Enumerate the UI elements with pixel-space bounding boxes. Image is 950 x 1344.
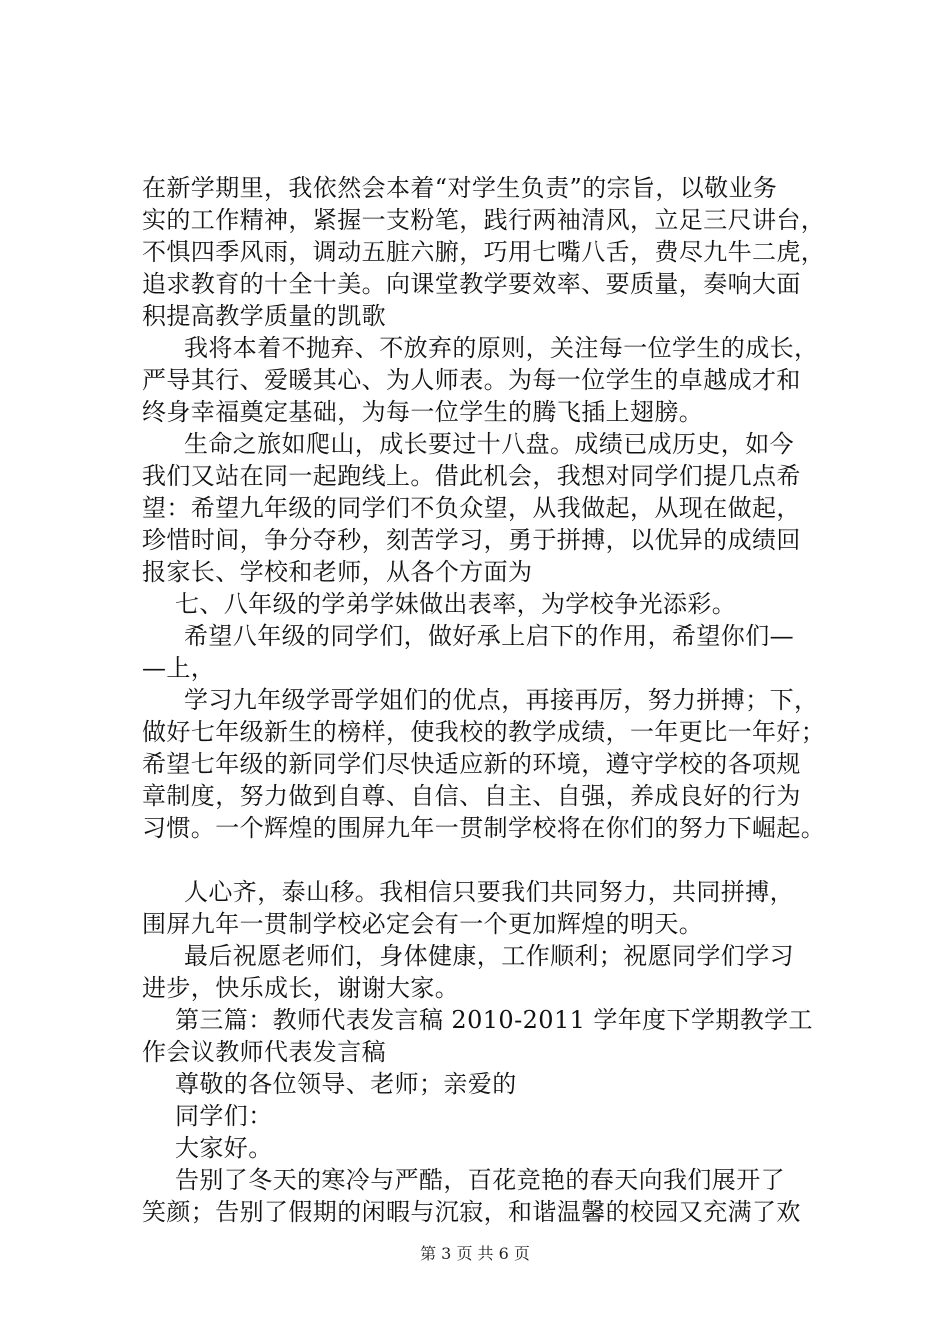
text-line: 学习九年级学哥学姐们的优点，再接再厉，努力拼搏；下， — [184, 686, 819, 714]
text-line: 希望八年级的同学们，做好承上启下的作用，希望你们— — [184, 622, 794, 650]
text-line: 告别了冬天的寒冷与严酷，百花竞艳的春天向我们展开了 — [175, 1166, 785, 1194]
text-line: 章制度，努力做到自尊、自信、自主、自强，养成良好的行为 — [142, 782, 801, 810]
text-line: —上， — [142, 654, 216, 682]
section-heading-line: 作会议教师代表发言稿 — [142, 1038, 386, 1066]
text-line: 七、八年级的学弟学妹做出表率，为学校争光添彩。 — [175, 590, 737, 618]
text-line: 最后祝愿老师们，身体健康，工作顺利；祝愿同学们学习 — [184, 942, 794, 970]
text-line: 笑颜；告别了假期的闲暇与沉寂，和谐温馨的校园又充满了欢 — [142, 1198, 801, 1226]
text-line: 希望七年级的新同学们尽快适应新的环境，遵守学校的各项规 — [142, 750, 801, 778]
text-line: 终身幸福奠定基础，为每一位学生的腾飞插上翅膀。 — [142, 398, 704, 426]
text-line: 我们又站在同一起跑线上。借此机会，我想对同学们提几点希 — [142, 462, 801, 490]
text-line: 我将本着不抛弃、不放弃的原则，关注每一位学生的成长， — [184, 334, 819, 362]
text-line: 不惧四季风雨，调动五脏六腑，巧用七嘴八舌，费尽九牛二虎， — [142, 238, 826, 266]
paragraph-gap — [142, 844, 842, 876]
text-line: 严导其行、爱暖其心、为人师表。为每一位学生的卓越成才和 — [142, 366, 801, 394]
text-line: 做好七年级新生的榜样，使我校的教学成绩，一年更比一年好； — [142, 718, 826, 746]
text-line: 进步，快乐成长，谢谢大家。 — [142, 974, 460, 1002]
text-line: 生命之旅如爬山，成长要过十八盘。成绩已成历史，如今 — [184, 430, 794, 458]
section-heading-line: 第三篇：教师代表发言稿 2010-2011 学年度下学期教学工 — [175, 1006, 813, 1034]
page-number-footer: 第 3 页 共 6 页 — [420, 1244, 530, 1263]
text-line: 大家好。 — [175, 1134, 273, 1162]
text-line: 报家长、学校和老师，从各个方面为 — [142, 558, 533, 586]
text-line: 追求教育的十全十美。向课堂教学要效率、要质量，奏响大面 — [142, 270, 801, 298]
document-body — [142, 172, 842, 1228]
text-line: 实的工作精神，紧握一支粉笔，践行两袖清风，立足三尺讲台， — [142, 206, 826, 234]
text-line: 围屏九年一贯制学校必定会有一个更加辉煌的明天。 — [142, 910, 704, 938]
text-line: 积提高教学质量的凯歌 — [142, 302, 386, 330]
text-line: 人心齐，泰山移。我相信只要我们共同努力，共同拼搏， — [184, 878, 794, 906]
text-line: 习惯。一个辉煌的围屏九年一贯制学校将在你们的努力下崛起。 — [142, 814, 826, 842]
text-line: 望：希望九年级的同学们不负众望，从我做起，从现在做起， — [142, 494, 801, 522]
text-line: 同学们： — [175, 1102, 273, 1130]
text-line: 在新学期里，我依然会本着“对学生负责”的宗旨，以敬业务 — [142, 174, 778, 202]
text-line: 尊敬的各位领导、老师；亲爱的 — [175, 1070, 517, 1098]
text-line: 珍惜时间，争分夺秒，刻苦学习，勇于拼搏，以优异的成绩回 — [142, 526, 801, 554]
